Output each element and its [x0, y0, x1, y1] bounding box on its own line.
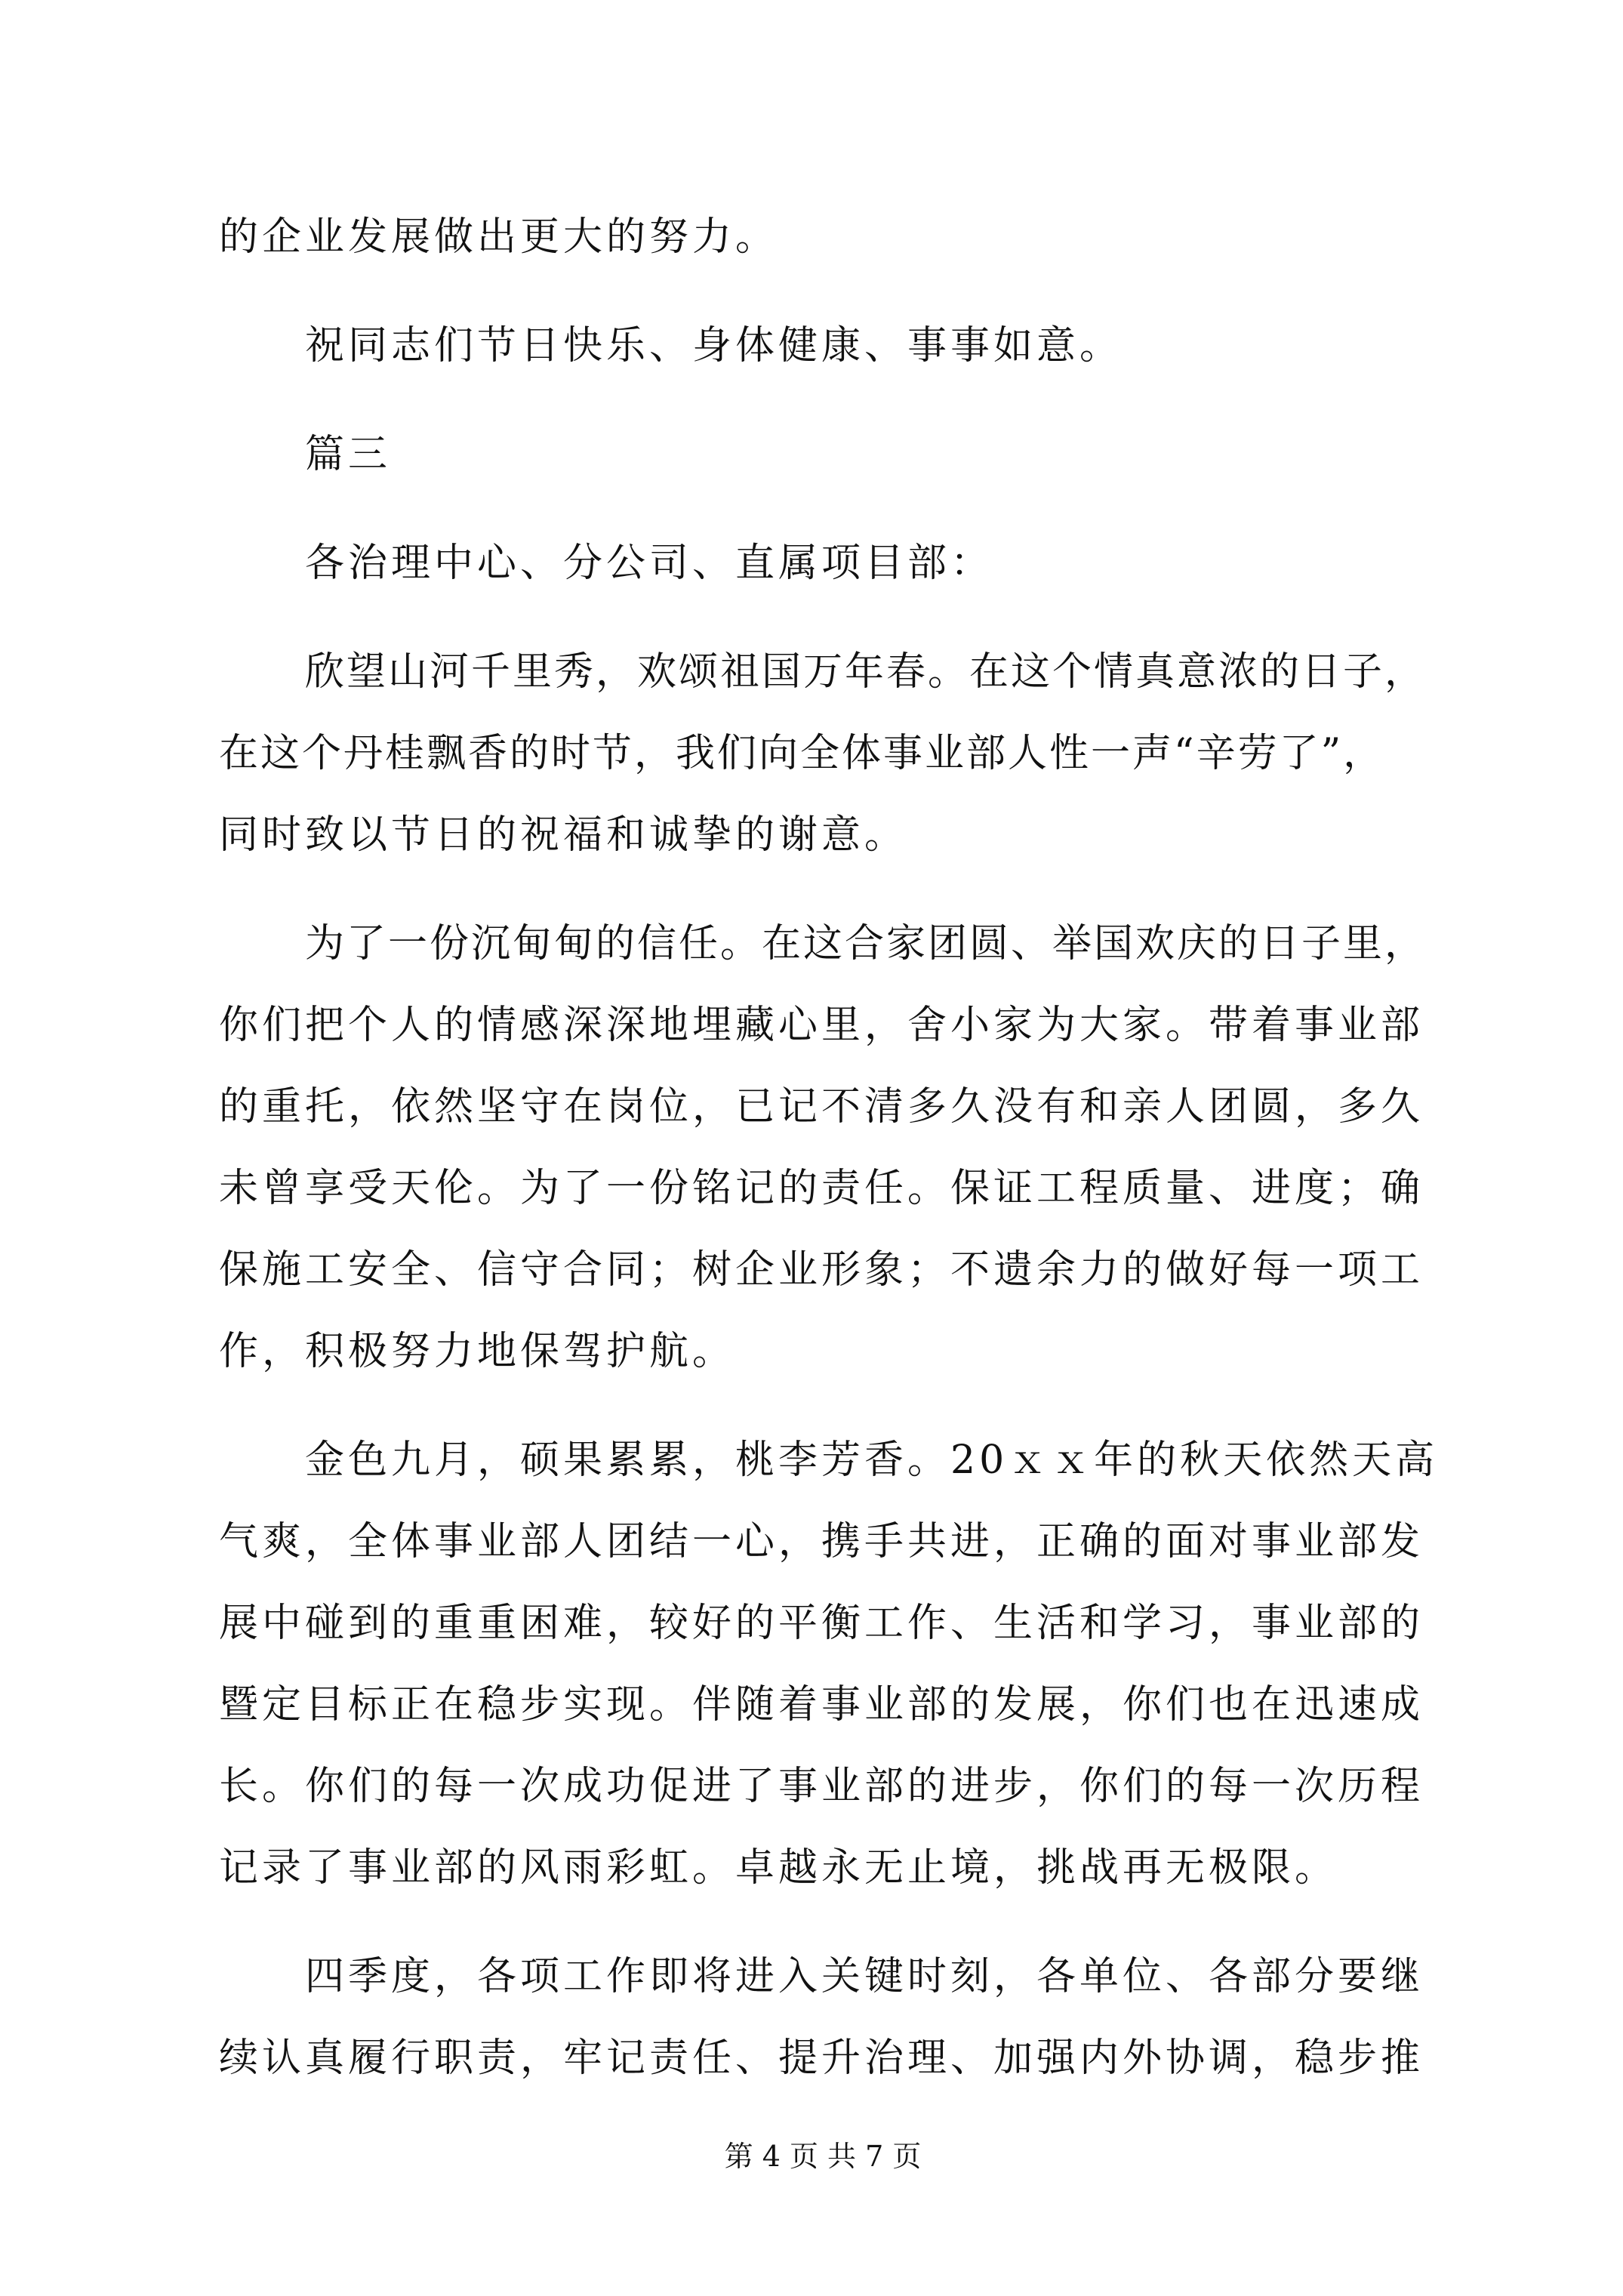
text-line: 四季度，各项工作即将进入关键时刻，各单位、各部分要继: [305, 1954, 1424, 1999]
paragraph: [219, 631, 1427, 876]
paragraph-greeting: [219, 305, 1427, 387]
text-line: 欣望山河千里秀，欢颂祖国万年春。在这个情真意浓的日子，: [305, 649, 1427, 695]
text-line: 各治理中心、分公司、直属项目部：: [305, 541, 994, 586]
paragraph: [219, 1419, 1439, 1909]
section-title: 篇三: [305, 432, 392, 477]
text-line: 记录了事业部的风雨彩虹。卓越永无止境，挑战再无极限。: [219, 1845, 1338, 1891]
text-line: 作，积极努力地保驾护航。: [219, 1329, 736, 1374]
text-line: 气爽，全体事业部人团结一心，携手共进，正确的面对事业部发: [219, 1519, 1424, 1564]
text-line: 的企业发展做出更大的努力。: [219, 214, 779, 260]
text-line: 未曾享受天伦。为了一份铭记的责任。保证工程质量、进度；确: [219, 1166, 1424, 1211]
text-line: 展中碰到的重重困难，较好的平衡工作、生活和学习，事业部的: [219, 1601, 1424, 1646]
page-footer: 第 4 页 共 7 页: [724, 2140, 922, 2173]
text-line: 同时致以节日的祝福和诚挚的谢意。: [219, 812, 908, 858]
paragraph: [219, 1936, 1427, 2099]
document-body: [219, 196, 1439, 2099]
text-line: 为了一份沉甸甸的信任。在这合家团圆、举国欢庆的日子里，: [305, 921, 1427, 966]
text-line: 保施工安全、信守合同；树企业形象；不遗余力的做好每一项工: [219, 1247, 1424, 1293]
text-line: 在这个丹桂飘香的时节，我们向全体事业部人性一声“辛劳了”，: [219, 731, 1385, 776]
text-line: 长。你们的每一次成功促进了事业部的进步，你们的每一次历程: [219, 1764, 1424, 1809]
paragraph-continuation: [219, 196, 1427, 278]
text-line: 续认真履行职责，牢记责任、提升治理、加强内外协调，稳步推: [219, 2036, 1424, 2081]
text-line: 的重托，依然坚守在岗位，已记不清多久没有和亲人团圆，多久: [219, 1084, 1424, 1130]
paragraph: [219, 903, 1427, 1392]
text-line: 暨定目标正在稳步实现。伴随着事业部的发展，你们也在迅速成: [219, 1682, 1424, 1727]
text-line: 金色九月，硕果累累，桃李芳香。20ｘｘ年的秋天依然天高: [305, 1438, 1439, 1483]
salutation: [219, 522, 1427, 604]
text-line: 你们把个人的情感深深地埋藏心里，舍小家为大家。带着事业部: [219, 1003, 1424, 1048]
text-line: 祝同志们节日快乐、身体健康、事事如意。: [305, 323, 1123, 368]
section-heading: [219, 414, 1427, 495]
